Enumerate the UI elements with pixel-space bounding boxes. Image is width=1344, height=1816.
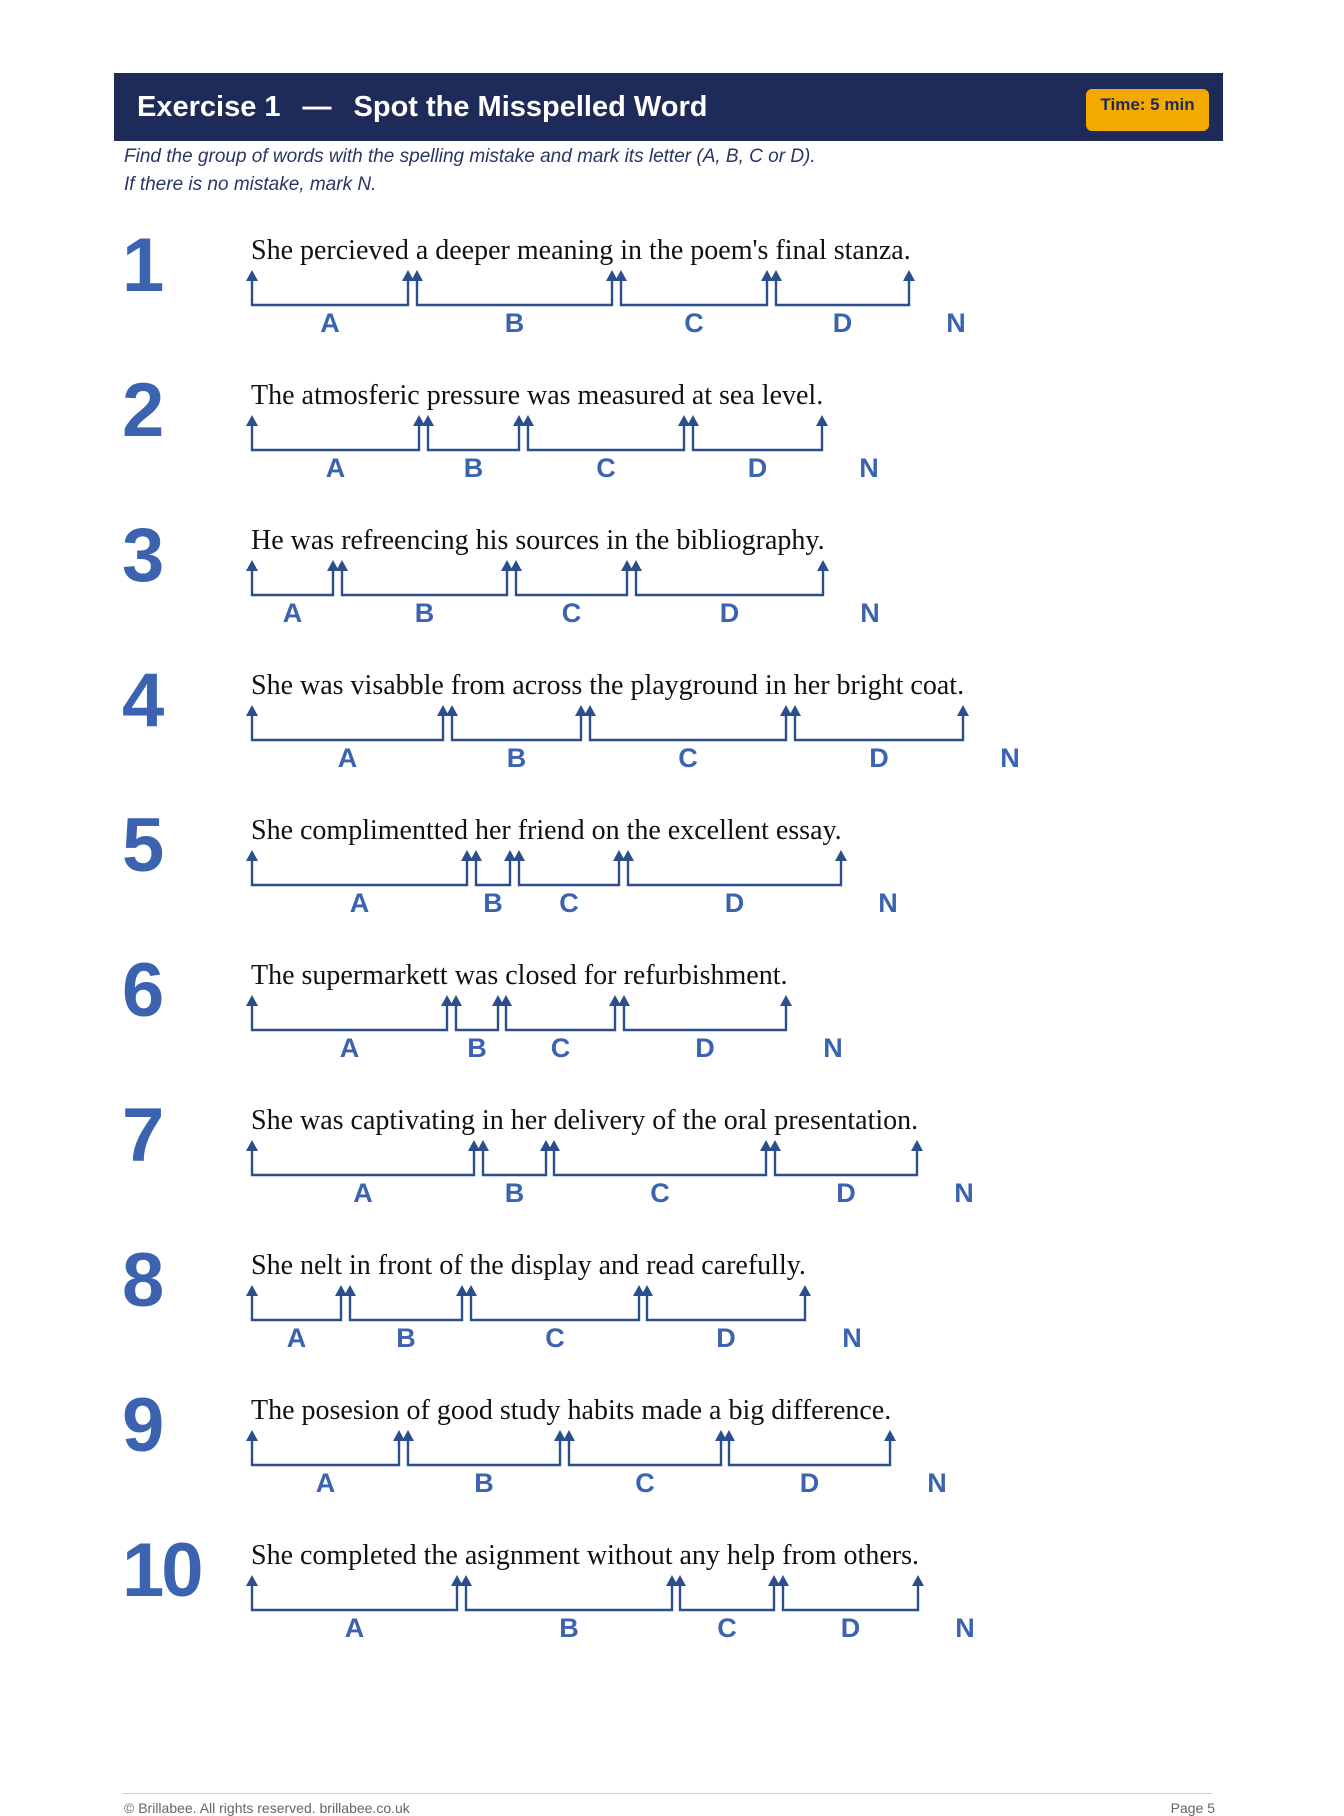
up-arrow-icon (789, 705, 801, 716)
segment-bracket-d (641, 1285, 811, 1353)
segment-bracket-c (465, 1285, 645, 1353)
question-3 (0, 513, 1344, 656)
answer-letter-n[interactable]: N (955, 1613, 975, 1643)
sentence-segment-b: pressure (426, 380, 520, 411)
segment-bracket-c (584, 705, 792, 773)
answer-letter-a[interactable]: A (282, 598, 303, 628)
sentence-segment-b: asignment without (464, 1540, 673, 1571)
segment-bracket-b (477, 1140, 552, 1208)
sentence-segment-b: in front of (349, 1250, 463, 1281)
answer-letter-c[interactable]: C (717, 1613, 737, 1643)
answer-letter-a[interactable]: A (286, 1323, 307, 1353)
answer-letter-n[interactable]: N (859, 453, 879, 483)
answer-letter-b[interactable]: B (396, 1323, 416, 1353)
segment-markers (0, 803, 1344, 946)
bracket-line (729, 1438, 890, 1465)
bracket-line (471, 1293, 639, 1320)
segment-markers (0, 513, 1344, 656)
sentence-segment-d: big difference. (728, 1395, 892, 1426)
sentence-segment-d: presentation. (774, 1105, 919, 1136)
up-arrow-icon (911, 1140, 923, 1151)
sentence-segment-d: at sea level. (691, 380, 824, 411)
up-arrow-icon (799, 1285, 811, 1296)
bracket-line (252, 1148, 474, 1175)
segment-bracket-c (563, 1430, 727, 1498)
up-arrow-icon (622, 850, 634, 861)
bracket-line (795, 713, 963, 740)
sentence-segment-c: friend on (517, 815, 620, 846)
up-arrow-icon (903, 270, 915, 281)
question-number: 6 (122, 948, 162, 1033)
sentence-segment-a: The atmosferic (251, 380, 420, 411)
bracket-line (783, 1583, 918, 1610)
answer-letter-n[interactable]: N (878, 888, 898, 918)
question-number: 1 (122, 223, 162, 308)
answer-letter-c[interactable]: C (678, 743, 698, 773)
segment-bracket-a (246, 1140, 480, 1208)
question-4 (0, 658, 1344, 801)
sentence-segment-c: habits made a (567, 1395, 722, 1426)
up-arrow-icon (912, 1575, 924, 1586)
up-arrow-icon (780, 995, 792, 1006)
bracket-line (252, 278, 408, 305)
question-5 (0, 803, 1344, 946)
footer-divider (122, 1793, 1212, 1794)
sentence-segment-a: The supermarkett (251, 960, 448, 991)
answer-letter-d[interactable]: D (719, 598, 740, 628)
segment-bracket-b (402, 1430, 566, 1498)
question-7 (0, 1093, 1344, 1236)
instructions (124, 143, 816, 199)
question-1 (0, 223, 1344, 366)
up-arrow-icon (246, 560, 258, 571)
bracket-line (417, 278, 612, 305)
question-number: 3 (122, 513, 162, 598)
answer-letter-a[interactable]: A (344, 1613, 365, 1643)
answer-letter-d[interactable]: D (869, 743, 889, 773)
answer-letter-c[interactable]: C (650, 1178, 670, 1208)
segment-bracket-d (687, 415, 828, 483)
up-arrow-icon (618, 995, 630, 1006)
bracket-line (408, 1438, 560, 1465)
up-arrow-icon (477, 1140, 489, 1151)
answer-letter-b[interactable]: B (414, 598, 435, 628)
segment-bracket-b (446, 705, 587, 773)
exercise-header (114, 73, 1223, 141)
segment-bracket-c (500, 995, 621, 1063)
up-arrow-icon (510, 560, 522, 571)
answer-letter-b[interactable]: B (467, 1033, 487, 1063)
segment-markers (0, 1238, 1344, 1381)
answer-letter-a[interactable]: A (353, 1178, 373, 1208)
bracket-line (252, 423, 419, 450)
up-arrow-icon (769, 1140, 781, 1151)
up-arrow-icon (465, 1285, 477, 1296)
question-9 (0, 1383, 1344, 1526)
segment-bracket-d (769, 1140, 923, 1208)
answer-letter-a[interactable]: A (339, 1033, 360, 1063)
bracket-line (624, 1003, 786, 1030)
answer-letter-d[interactable]: D (840, 1613, 861, 1643)
sentence-segment-c: the playground in (589, 670, 787, 701)
answer-letter-c[interactable]: C (596, 453, 616, 483)
segment-bracket-d (770, 270, 915, 338)
sentence-segment-a: She was visabble (251, 670, 444, 701)
answer-letter-b[interactable]: B (506, 743, 527, 773)
up-arrow-icon (777, 1575, 789, 1586)
bracket-line (252, 858, 467, 885)
question-2 (0, 368, 1344, 511)
answer-letter-d[interactable]: D (716, 1323, 736, 1353)
segment-bracket-a (246, 995, 453, 1063)
sentence-segment-c: closed for (505, 960, 617, 991)
exercise-name: Spot the Misspelled Word (353, 91, 708, 123)
segment-markers (0, 1383, 1344, 1526)
answer-letter-a[interactable]: A (349, 888, 370, 918)
bracket-line (569, 1438, 721, 1465)
answer-letter-d[interactable]: D (724, 888, 745, 918)
answer-letter-b[interactable]: B (559, 1613, 579, 1643)
bracket-line (680, 1583, 774, 1610)
segment-bracket-a (246, 850, 473, 918)
up-arrow-icon (422, 415, 434, 426)
sentence-segment-a: The posesion (251, 1395, 400, 1426)
bracket-line (483, 1148, 546, 1175)
up-arrow-icon (816, 415, 828, 426)
segment-markers (0, 1093, 1344, 1236)
answer-letter-d[interactable]: D (695, 1033, 715, 1063)
bracket-line (466, 1583, 672, 1610)
segment-bracket-a (246, 560, 339, 628)
bracket-line (590, 713, 786, 740)
sentence-segment-c: any help (679, 1540, 776, 1571)
answer-letter-n[interactable]: N (860, 598, 880, 628)
sentence-segment-b: refreencing his (341, 525, 509, 556)
up-arrow-icon (246, 995, 258, 1006)
answer-letter-a[interactable]: A (337, 743, 358, 773)
bracket-line (693, 423, 822, 450)
segment-markers (0, 368, 1344, 511)
answer-letter-c[interactable]: C (561, 598, 582, 628)
answer-letter-b[interactable]: B (463, 453, 484, 483)
instructions-line-2: If there is no mistake, mark N. (124, 174, 377, 195)
up-arrow-icon (402, 1430, 414, 1441)
segment-bracket-d (777, 1575, 924, 1643)
exercise-label: Exercise 1 (137, 91, 281, 123)
bracket-line (776, 278, 909, 305)
segment-bracket-c (522, 415, 690, 483)
question-10 (0, 1528, 1344, 1671)
instructions-line-1: Find the group of words with the spelling mistake and mark its letter (A, B, C or D). (124, 146, 816, 167)
segment-markers (0, 948, 1344, 1091)
segment-bracket-c (615, 270, 773, 338)
bracket-line (554, 1148, 766, 1175)
up-arrow-icon (817, 560, 829, 571)
footer-copyright: © Brillabee. All rights reserved. brillabee.co.uk (124, 1800, 410, 1816)
segment-bracket-a (246, 270, 414, 338)
question-number: 10 (122, 1528, 201, 1613)
sentence-segment-d: final stanza. (775, 235, 911, 266)
bracket-line (621, 278, 767, 305)
up-arrow-icon (246, 1285, 258, 1296)
answer-letter-n[interactable]: N (927, 1468, 947, 1498)
bracket-line (506, 1003, 615, 1030)
answer-letter-b[interactable]: B (483, 888, 503, 918)
answer-letter-b[interactable]: B (474, 1468, 494, 1498)
question-number: 5 (122, 803, 162, 888)
answer-letter-c[interactable]: C (550, 1033, 571, 1063)
question-number: 4 (122, 658, 162, 743)
up-arrow-icon (641, 1285, 653, 1296)
up-arrow-icon (246, 1575, 258, 1586)
title-dash: — (302, 91, 332, 123)
sentence-segment-a: She was captivating (251, 1105, 475, 1136)
sentence-segment-b: a deeper meaning (415, 235, 614, 266)
bracket-line (252, 568, 333, 595)
up-arrow-icon (336, 560, 348, 571)
up-arrow-icon (460, 1575, 472, 1586)
bracket-line (452, 713, 581, 740)
up-arrow-icon (470, 850, 482, 861)
segment-markers (0, 223, 1344, 366)
answer-letter-a[interactable]: A (320, 308, 340, 338)
sentence-segment-d: refurbishment. (623, 960, 788, 991)
bracket-line (519, 858, 619, 885)
segment-bracket-b (411, 270, 618, 338)
segment-bracket-b (450, 995, 504, 1063)
answer-letter-a[interactable]: A (325, 453, 346, 483)
segment-bracket-b (422, 415, 525, 483)
up-arrow-icon (246, 1430, 258, 1441)
segment-bracket-c (510, 560, 633, 628)
up-arrow-icon (770, 270, 782, 281)
bracket-line (252, 1293, 341, 1320)
sentence-segment-c: was measured (527, 380, 685, 411)
segment-markers (0, 1528, 1344, 1671)
segment-bracket-c (548, 1140, 772, 1208)
answer-letter-c[interactable]: C (559, 888, 579, 918)
bracket-line (628, 858, 841, 885)
segment-bracket-a (246, 415, 425, 483)
answer-letter-d[interactable]: D (799, 1468, 820, 1498)
sentence-segment-b: of good study (406, 1395, 561, 1426)
bracket-line (636, 568, 823, 595)
up-arrow-icon (563, 1430, 575, 1441)
sentence-segment-b: from across (450, 670, 583, 701)
footer-page-number: Page 5 (1170, 1800, 1215, 1816)
bracket-line (342, 568, 507, 595)
question-6 (0, 948, 1344, 1091)
answer-letter-b[interactable]: B (504, 1178, 525, 1208)
segment-bracket-c (674, 1575, 780, 1643)
sentence-segment-d: from others. (782, 1540, 919, 1571)
bracket-line (476, 858, 510, 885)
up-arrow-icon (246, 415, 258, 426)
sentence-segment-a: He was (251, 525, 335, 556)
sentence-segment-c: in the poem's (620, 235, 769, 266)
segment-bracket-d (723, 1430, 896, 1498)
answer-letter-b[interactable]: B (504, 308, 525, 338)
bracket-line (252, 1003, 447, 1030)
time-badge: Time: 5 min (1086, 89, 1209, 131)
up-arrow-icon (584, 705, 596, 716)
answer-letter-a[interactable]: A (315, 1468, 336, 1498)
answer-letter-d[interactable]: D (747, 453, 768, 483)
up-arrow-icon (246, 850, 258, 861)
bracket-line (428, 423, 519, 450)
segment-bracket-b (336, 560, 513, 628)
segment-bracket-d (622, 850, 847, 918)
segment-bracket-a (246, 1575, 463, 1643)
up-arrow-icon (411, 270, 423, 281)
sentence-segment-c: the display and (469, 1250, 640, 1281)
question-number: 9 (122, 1383, 162, 1468)
up-arrow-icon (446, 705, 458, 716)
sentence-segment-a: She complimentted (251, 815, 468, 846)
sentence-segment-c: sources in (515, 525, 629, 556)
segment-bracket-b (470, 850, 516, 918)
up-arrow-icon (450, 995, 462, 1006)
answer-letter-n[interactable]: N (954, 1178, 974, 1208)
bracket-line (252, 713, 443, 740)
sentence-segment-a: She completed the (251, 1540, 458, 1571)
bracket-line (456, 1003, 498, 1030)
answer-letter-n[interactable]: N (823, 1033, 843, 1063)
answer-letter-n[interactable]: N (1000, 743, 1020, 773)
bracket-line (252, 1438, 399, 1465)
sentence-segment-b: her (474, 815, 511, 846)
sentence-segment-c: delivery of the oral (553, 1105, 768, 1136)
bracket-line (775, 1148, 917, 1175)
up-arrow-icon (246, 270, 258, 281)
up-arrow-icon (957, 705, 969, 716)
segment-bracket-d (618, 995, 792, 1063)
bracket-line (252, 1583, 457, 1610)
answer-letter-n[interactable]: N (946, 308, 966, 338)
segment-bracket-d (789, 705, 969, 773)
sentence-segment-b: was (454, 960, 499, 991)
sentence-segment-d: read carefully. (646, 1250, 806, 1281)
up-arrow-icon (687, 415, 699, 426)
up-arrow-icon (884, 1430, 896, 1441)
segment-markers (0, 658, 1344, 801)
answer-letter-d[interactable]: D (836, 1178, 856, 1208)
up-arrow-icon (246, 1140, 258, 1151)
question-number: 7 (122, 1093, 162, 1178)
sentence-segment-d: the excellent essay. (626, 815, 842, 846)
up-arrow-icon (513, 850, 525, 861)
sentence-segment-b: in her (481, 1105, 547, 1136)
answer-letter-c[interactable]: C (545, 1323, 565, 1353)
up-arrow-icon (835, 850, 847, 861)
segment-bracket-a (246, 1285, 347, 1353)
up-arrow-icon (630, 560, 642, 571)
bracket-line (647, 1293, 805, 1320)
up-arrow-icon (500, 995, 512, 1006)
answer-letter-c[interactable]: C (635, 1468, 655, 1498)
sentence-segment-d: her bright coat. (793, 670, 965, 701)
answer-letter-c[interactable]: C (684, 308, 704, 338)
up-arrow-icon (522, 415, 534, 426)
up-arrow-icon (615, 270, 627, 281)
question-number: 8 (122, 1238, 162, 1323)
segment-bracket-b (344, 1285, 468, 1353)
exercise-title (137, 73, 707, 141)
segment-bracket-a (246, 705, 449, 773)
segment-bracket-d (630, 560, 829, 628)
question-8 (0, 1238, 1344, 1381)
up-arrow-icon (548, 1140, 560, 1151)
up-arrow-icon (246, 705, 258, 716)
answer-letter-n[interactable]: N (842, 1323, 862, 1353)
segment-bracket-c (513, 850, 625, 918)
sentence-segment-a: She percieved (251, 235, 409, 266)
segment-bracket-b (460, 1575, 678, 1643)
up-arrow-icon (344, 1285, 356, 1296)
up-arrow-icon (723, 1430, 735, 1441)
bracket-line (516, 568, 627, 595)
bracket-line (528, 423, 684, 450)
sentence-segment-d: the bibliography. (635, 525, 825, 556)
up-arrow-icon (674, 1575, 686, 1586)
question-number: 2 (122, 368, 162, 453)
segment-bracket-a (246, 1430, 405, 1498)
answer-letter-d[interactable]: D (832, 308, 853, 338)
bracket-line (350, 1293, 462, 1320)
sentence-segment-a: She nelt (251, 1250, 342, 1281)
